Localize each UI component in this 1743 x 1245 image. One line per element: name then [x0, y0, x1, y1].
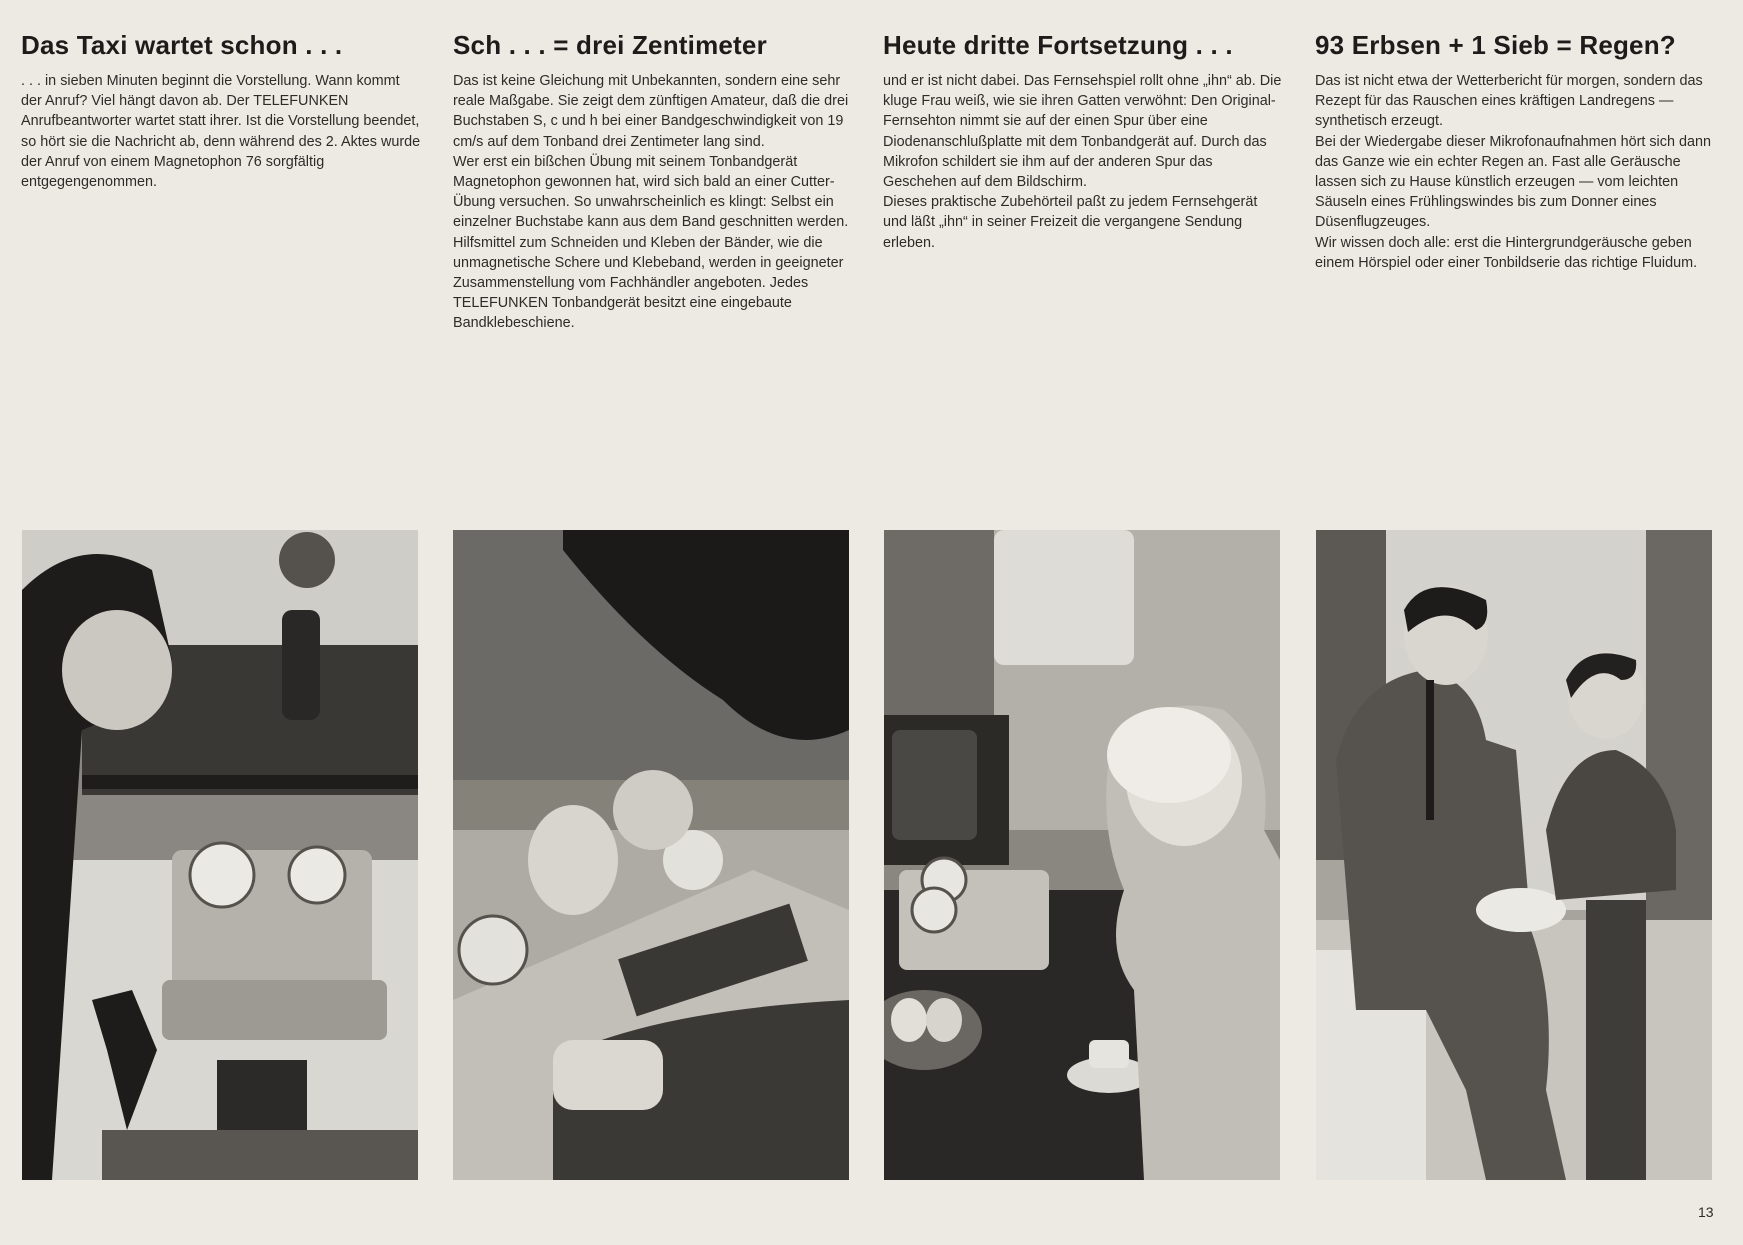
photo-tape-cutting: [453, 530, 849, 1180]
photo-woman-recording-tv: [884, 530, 1280, 1180]
article-column-cutting: [453, 30, 853, 334]
article-column-rain-sound: [1315, 30, 1715, 273]
article-heading: Heute dritte Fortsetzung . . .: [883, 30, 1233, 60]
photo-rain-sound-effect: [1316, 530, 1712, 1180]
article-paragraph: Dieses praktische Zubehörteil paßt zu jedem Fernsehgerät und läßt „ihn“ in seiner Freizeit die vergangene Sendung erleben.: [883, 194, 1258, 251]
article-paragraph: . . . in sieben Minuten beginnt die Vorstellung. Wann kommt der Anruf? Viel hängt davon ab. Der TELEFUNKEN Anrufbeantworter wartet statt ihrer. Ist die Vorstellung beendet, so hört sie die Nachricht ab, denn während des 2. Aktes wurde der Anruf von einem Magnetophon 76 sorgfältig entgegengenommen.: [21, 73, 421, 191]
article-paragraph: Hilfsmittel zum Schneiden und Kleben der Bänder, wie die unmagnetische Schere und Klebeband, werden in geeigneter Zusammenstellung vom Fachhändler angeboten. Jedes TELEFUNKEN Tonbandgerät besitzt eine eingebaute Bandklebeschiene.: [453, 234, 844, 332]
photo-woman-tape-recorder: [22, 530, 418, 1180]
article-column-taxi: [21, 30, 421, 192]
article-paragraph: Das ist nicht etwa der Wetterbericht für morgen, sondern das Rezept für das Rauschen eines kräftigen Landregens — synthetisch erzeugt.: [1315, 73, 1703, 130]
page-number: 13: [1698, 1204, 1714, 1220]
article-paragraph: Bei der Wiedergabe dieser Mikrofonaufnahmen hört sich dann das Ganze wie ein echter Regen an. Fast alle Geräusche lassen sich zu Hause künstlich erzeugen — vom leichten Säuseln eines Frühlingswindes bis zum Donner eines Düsenflugzeuges.: [1315, 133, 1711, 231]
article-paragraph: und er ist nicht dabei. Das Fernsehspiel rollt ohne „ihn“ ab. Die kluge Frau weiß, wie sie ihren Gatten verwöhnt: Den Original-Fernsehton nimmt sie auf der einen Spur über eine Diodenanschlußplatte mit dem Tonbandgerät auf. Durch das Mikrofon schildert sie ihm auf der anderen Spur das Geschehen auf dem Bildschirm.: [883, 73, 1282, 191]
article-heading: 93 Erbsen + 1 Sieb = Regen?: [1315, 30, 1676, 60]
article-paragraph: Das ist keine Gleichung mit Unbekannten, sondern eine sehr reale Maßgabe. Sie zeigt dem zünftigen Amateur, daß die drei Buchstaben S, c und h bei einer Bandgeschwindigkeit von 19 cm/s auf dem Tonband drei Zentimeter lang sind.: [453, 73, 849, 150]
article-heading: Sch . . . = drei Zentimeter: [453, 30, 767, 60]
article-column-tv-recording: [883, 30, 1283, 253]
article-heading: Das Taxi wartet schon . . .: [21, 30, 343, 60]
article-paragraph: Wir wissen doch alle: erst die Hintergrundgeräusche geben einem Hörspiel oder einer Tonbildserie das richtige Fluidum.: [1315, 234, 1698, 271]
article-paragraph: Wer erst ein bißchen Übung mit seinem Tonbandgerät Magnetophon gewonnen hat, wird sich bald an einer Cutter-Übung versuchen. So unwahrscheinlich es klingt: Selbst ein einzelner Buchstabe kann aus dem Band geschnitten werden.: [453, 153, 849, 231]
